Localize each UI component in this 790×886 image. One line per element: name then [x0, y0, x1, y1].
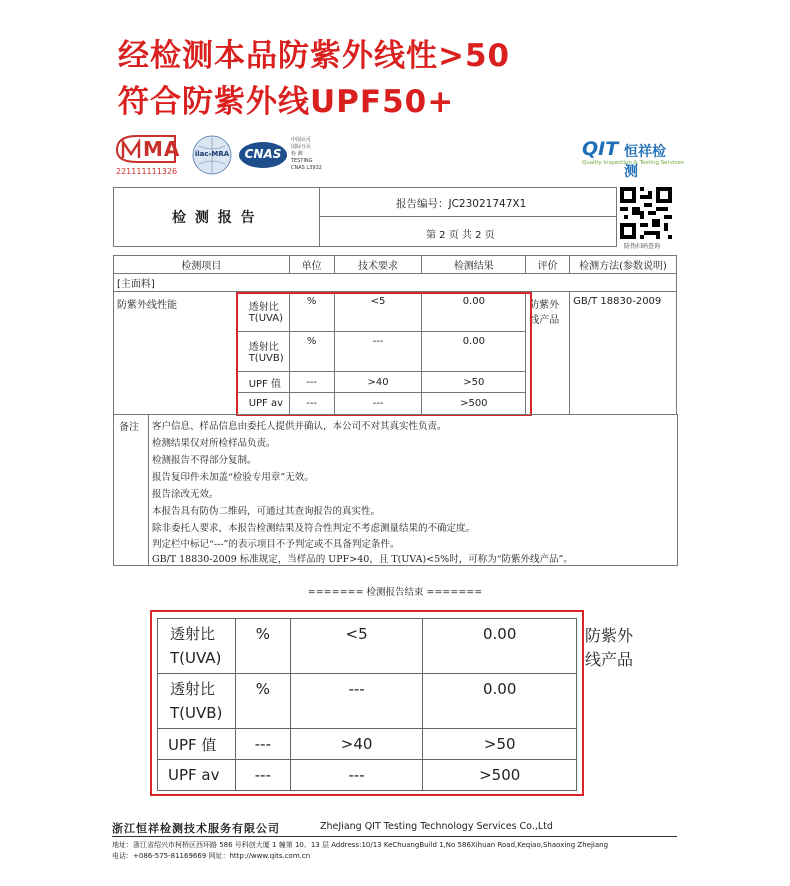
- cma-logo: [113, 132, 185, 176]
- row-requirement: <5: [290, 619, 423, 674]
- row-name: 透射比 T(UVA): [236, 291, 289, 331]
- header-requirement: 技术要求: [334, 256, 422, 274]
- row-name: 透射比 T(UVA): [158, 619, 236, 674]
- evaluation-cell: 防紫外线产品: [526, 291, 570, 414]
- cma-text: MA: [143, 137, 181, 161]
- row-result: 0.00: [423, 674, 577, 729]
- table-row: [158, 674, 577, 729]
- header-result: 检测结果: [422, 256, 526, 274]
- row-result: >50: [422, 371, 526, 393]
- row-unit: %: [235, 674, 290, 729]
- cnas-logo: [237, 140, 289, 170]
- headline-line-1: 经检测本品防紫外线性>50: [118, 38, 511, 74]
- section-row: [114, 274, 677, 291]
- row-name: 透射比 T(UVB): [236, 331, 289, 371]
- header-unit: 单位: [289, 256, 334, 274]
- table-header-row: [114, 256, 677, 274]
- section-label: [主面料]: [114, 274, 677, 291]
- qr-code: [620, 187, 672, 239]
- row-unit: %: [235, 619, 290, 674]
- footer-phone: 电话：+086-575-81169669 网址：http://www.qits.com.cn: [112, 852, 311, 860]
- qr-code-icon: [620, 187, 672, 239]
- row-unit: ---: [289, 393, 334, 415]
- row-requirement: ---: [290, 760, 423, 791]
- table-row: [158, 619, 577, 674]
- note-line: 检测结果仅对所检样品负责。: [152, 438, 276, 449]
- row-result: >500: [422, 393, 526, 415]
- headline-line-2: 符合防紫外线UPF50+: [118, 84, 455, 120]
- item-name: 防紫外线性能: [114, 291, 237, 414]
- note-line: 除非委托人要求，本报告检测结果及符合性判定不考虑测量结果的不确定度。: [152, 523, 476, 534]
- report-end-marker: ======= 检测报告结束 =======: [307, 587, 483, 598]
- qr-caption: 防伪扫码查询: [624, 243, 661, 250]
- row-requirement: ---: [334, 331, 422, 371]
- row-name: 透射比 T(UVB): [158, 674, 236, 729]
- row-name: UPF av: [158, 760, 236, 791]
- footer-company: 浙江恒祥检测技术服务有限公司: [112, 822, 280, 835]
- note-line: 检测报告不得部分复制。: [152, 455, 257, 466]
- qit-brand: QIT: [582, 138, 619, 160]
- header-method: 检测方法(参数说明): [570, 256, 677, 274]
- note-line: 本报告具有防伪二维码，可通过其查询报告的真实性。: [152, 506, 381, 517]
- note-line: GB/T 18830-2009 标准规定，当样品的 UPF>40，且 T(UVA)<5%时，可称为“防紫外线产品”。: [152, 554, 573, 565]
- header-evaluation: 评价: [526, 256, 570, 274]
- cnas-caption: 中国认可 国际互认 检 测 TESTING CNAS L3932: [291, 137, 322, 171]
- method-cell: GB/T 18830-2009: [570, 291, 677, 414]
- note-line: 报告涂改无效。: [152, 489, 219, 500]
- row-unit: ---: [235, 760, 290, 791]
- notes-label: 备注: [119, 422, 139, 433]
- table-row: [158, 729, 577, 760]
- cnas-text: CNAS: [244, 147, 282, 161]
- row-unit: ---: [289, 371, 334, 393]
- header-item: 检测项目: [114, 256, 290, 274]
- row-result: >500: [423, 760, 577, 791]
- report-title: 检 测 报 告: [172, 210, 257, 226]
- row-unit: %: [289, 331, 334, 371]
- table-row: [158, 760, 577, 791]
- row-result: 0.00: [422, 331, 526, 371]
- row-result: >50: [423, 729, 577, 760]
- note-line: 判定栏中标记“---”的表示项目不予判定或不具备判定条件。: [152, 539, 400, 550]
- qit-cn-name: 恒祥检测: [624, 144, 666, 180]
- row-unit: %: [289, 291, 334, 331]
- footer-address: 地址：浙江省绍兴市柯桥区西环路 586 号科创大厦 1 幢第 10、13 层 Address:10/13 KeChuangBuild 1,No 586Xihuan Road,Keqiao,Shaoxing Zhejiang: [112, 841, 609, 849]
- row-unit: ---: [235, 729, 290, 760]
- row-requirement: ---: [290, 674, 423, 729]
- qit-logo: [582, 138, 684, 180]
- magnified-evaluation: 防紫外 线产品: [585, 626, 634, 669]
- magnified-table: [157, 618, 577, 791]
- row-requirement: >40: [290, 729, 423, 760]
- ilac-mra-logo: [191, 134, 233, 176]
- cma-number: 221111111326: [116, 167, 178, 176]
- report-highlight-box: [236, 292, 532, 416]
- footer-divider: [112, 836, 677, 837]
- qit-tagline: Quality Inspection & Testing Services: [582, 160, 684, 166]
- row-name: UPF 值: [236, 371, 289, 393]
- footer-company-en: ZheJiang QIT Testing Technology Services Co.,Ltd: [320, 821, 553, 832]
- row-requirement: <5: [334, 291, 422, 331]
- report-header: [113, 187, 617, 247]
- row-requirement: ---: [334, 393, 422, 415]
- row-result: 0.00: [422, 291, 526, 331]
- row-name: UPF av: [236, 393, 289, 415]
- ilac-text: ilac-MRA: [194, 150, 230, 158]
- row-requirement: >40: [334, 371, 422, 393]
- note-line: 报告复印件未加盖“检验专用章”无效。: [152, 472, 314, 483]
- row-name: UPF 值: [158, 729, 236, 760]
- report-page: 第 2 页 共 2 页: [426, 230, 495, 241]
- report-number: 报告编号：JC23021747X1: [396, 198, 527, 210]
- note-line: 客户信息、样品信息由委托人提供并确认，本公司不对其真实性负责。: [152, 421, 447, 432]
- row-result: 0.00: [423, 619, 577, 674]
